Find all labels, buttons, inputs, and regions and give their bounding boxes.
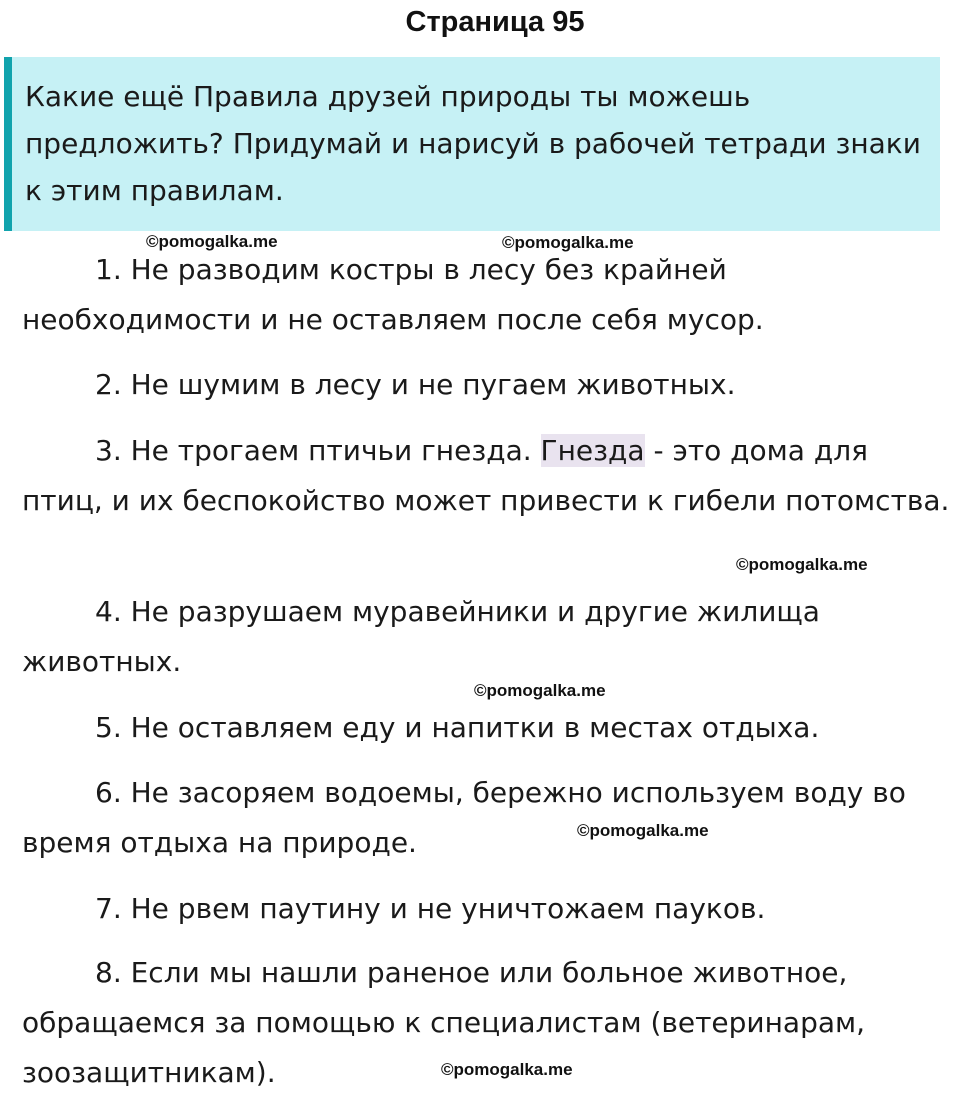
answer-item-3-end: - это дома для птиц, и их беспокойство может привести к гибели потомства.: [22, 434, 950, 517]
watermark: ©pomogalka.me: [736, 555, 868, 574]
answer-item-5: 5. Не оставляем еду и напитки в местах отдыха.: [95, 711, 820, 744]
answer-item-7: 7. Не рвем паутину и не уничтожаем пауков.: [95, 892, 766, 925]
watermark: ©pomogalka.me: [474, 681, 606, 700]
watermark: ©pomogalka.me: [577, 821, 709, 840]
answer-item-3: [22, 426, 952, 526]
answer-item-1: 1. Не разводим костры в лесу без крайней необходимости и не оставляем после себя мусор.: [22, 253, 764, 336]
watermark: ©pomogalka.me: [146, 232, 278, 251]
answer-item-8: 8. Если мы нашли раненое или больное животное, обращаемся за помощью к специалистам (ветеринарам, зоозащитникам).: [22, 956, 866, 1089]
answer-item-4: 4. Не разрушаем муравейники и другие жилища животных.: [22, 595, 820, 678]
watermark: ©pomogalka.me: [441, 1060, 573, 1079]
task-box: [4, 57, 940, 231]
watermark: ©pomogalka.me: [502, 233, 634, 252]
highlighted-word: Гнезда: [540, 434, 645, 467]
answer-item-3-start: 3. Не трогаем птичьи гнезда.: [95, 434, 541, 467]
page-title: Страница 95: [405, 6, 585, 38]
task-text: Какие ещё Правила друзей природы ты можешь предложить? Придумай и нарисуй в рабочей тетради знаки к этим правилам.: [25, 80, 921, 207]
answer-item-6: 6. Не засоряем водоемы, бережно используем воду во время отдыха на природе.: [22, 776, 906, 859]
answer-item-2: 2. Не шумим в лесу и не пугаем животных.: [95, 368, 736, 401]
